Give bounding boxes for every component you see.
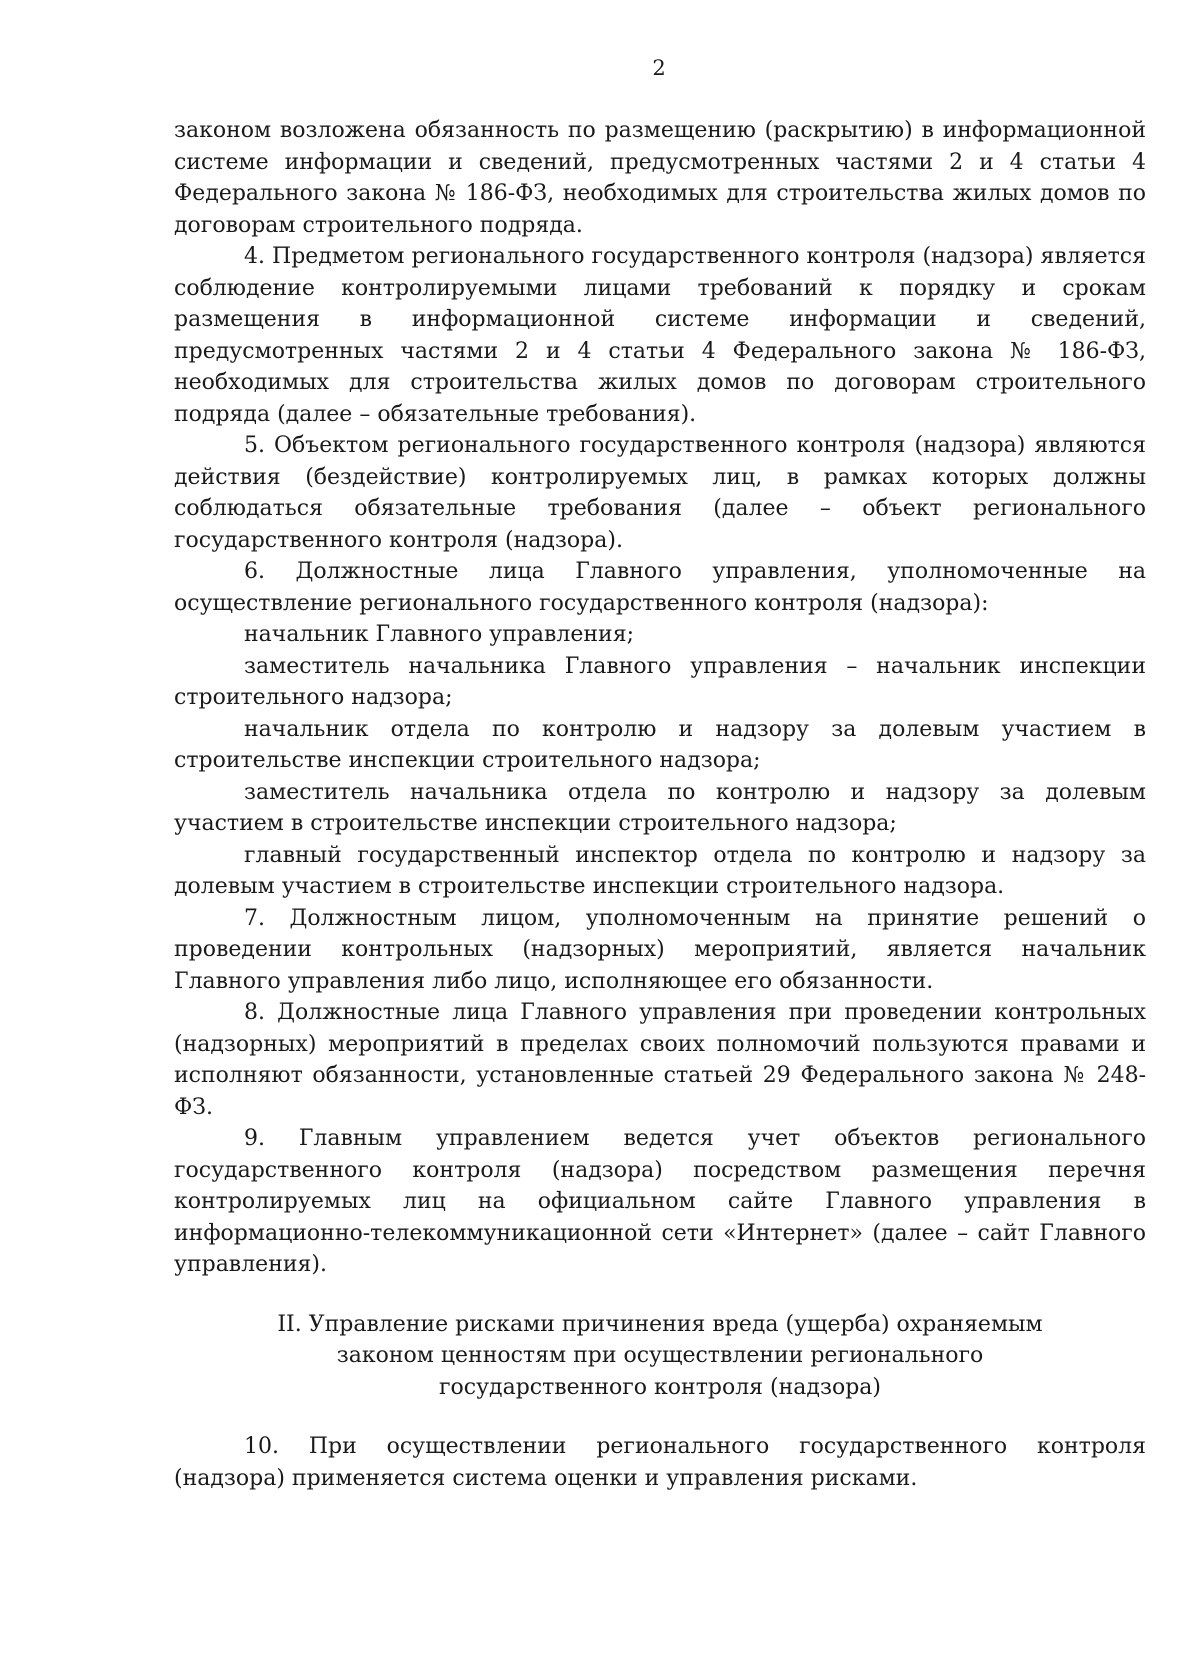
paragraph: 4. Предметом регионального государственного контроля (надзора) является соблюдение контролируемыми лицами требований к порядку и срокам размещения в информационной системе информации и сведений, предусмотренных частями 2 и 4 статьи 4 Федерального закона № 186-ФЗ, необходимых для строительства жилых домов по договорам строительного подряда (далее – обязательные требования). bbox=[174, 244, 1146, 427]
paragraph: 8. Должностные лица Главного управления при проведении контрольных (надзорных) мероприятий в пределах своих полномочий пользуются правами и исполняют обязанности, установленные статьей 29 Федерального закона № 248-ФЗ. bbox=[174, 1000, 1146, 1120]
paragraph: начальник отдела по контролю и надзору за долевым участием в строительстве инспекции строительного надзора; bbox=[174, 716, 1146, 773]
page-number: 2 bbox=[652, 56, 666, 80]
paragraph: начальник Главного управления; bbox=[244, 622, 634, 647]
paragraph: законом возложена обязанность по размещению (раскрытию) в информационной системе информации и сведений, предусмотренных частями 2 и 4 статьи 4 Федерального закона № 186-ФЗ, необходимых для строительства жилых домов по договорам строительного подряда. bbox=[174, 118, 1146, 238]
paragraph: заместитель начальника Главного управления – начальник инспекции строительного надзора; bbox=[174, 653, 1146, 710]
paragraph: 7. Должностным лицом, уполномоченным на принятие решений о проведении контрольных (надзорных) мероприятий, является начальник Главного управления либо лицо, исполняющее его обязанности. bbox=[174, 905, 1146, 994]
paragraphs-before-heading bbox=[174, 115, 1146, 1281]
paragraph: заместитель начальника отдела по контролю и надзору за долевым участием в строительстве инспекции строительного надзора; bbox=[174, 779, 1146, 836]
paragraph: 10. При осуществлении регионального государственного контроля (надзора) применяется система оценки и управления рисками. bbox=[174, 1434, 1146, 1491]
paragraph: главный государственный инспектор отдела по контролю и надзору за долевым участием в строительстве инспекции строительного надзора. bbox=[174, 842, 1146, 899]
paragraph: 6. Должностные лица Главного управления, уполномоченные на осуществление регионального государственного контроля (надзора): bbox=[174, 559, 1146, 616]
document-body bbox=[174, 115, 1146, 1494]
section-heading-line: государственного контроля (надзора) bbox=[439, 1374, 881, 1400]
section-heading-line: II. Управление рисками причинения вреда (ущерба) охраняемым bbox=[277, 1311, 1043, 1337]
paragraph: 9. Главным управлением ведется учет объектов регионального государственного контроля (надзора) посредством размещения перечня контролируемых лиц на официальном сайте Главного управления в информационно-телекоммуникационной сети «Интернет» (далее – сайт Главного управления). bbox=[174, 1126, 1146, 1277]
section-heading-line: законом ценностям при осуществлении регионального bbox=[336, 1343, 984, 1368]
paragraphs-after-heading bbox=[174, 1431, 1146, 1494]
paragraph: 5. Объектом регионального государственного контроля (надзора) являются действия (бездействие) контролируемых лиц, в рамках которых должны соблюдаться обязательные требования (далее – объект регионального государственного контроля (надзора). bbox=[174, 433, 1146, 553]
section-heading bbox=[174, 1309, 1146, 1404]
